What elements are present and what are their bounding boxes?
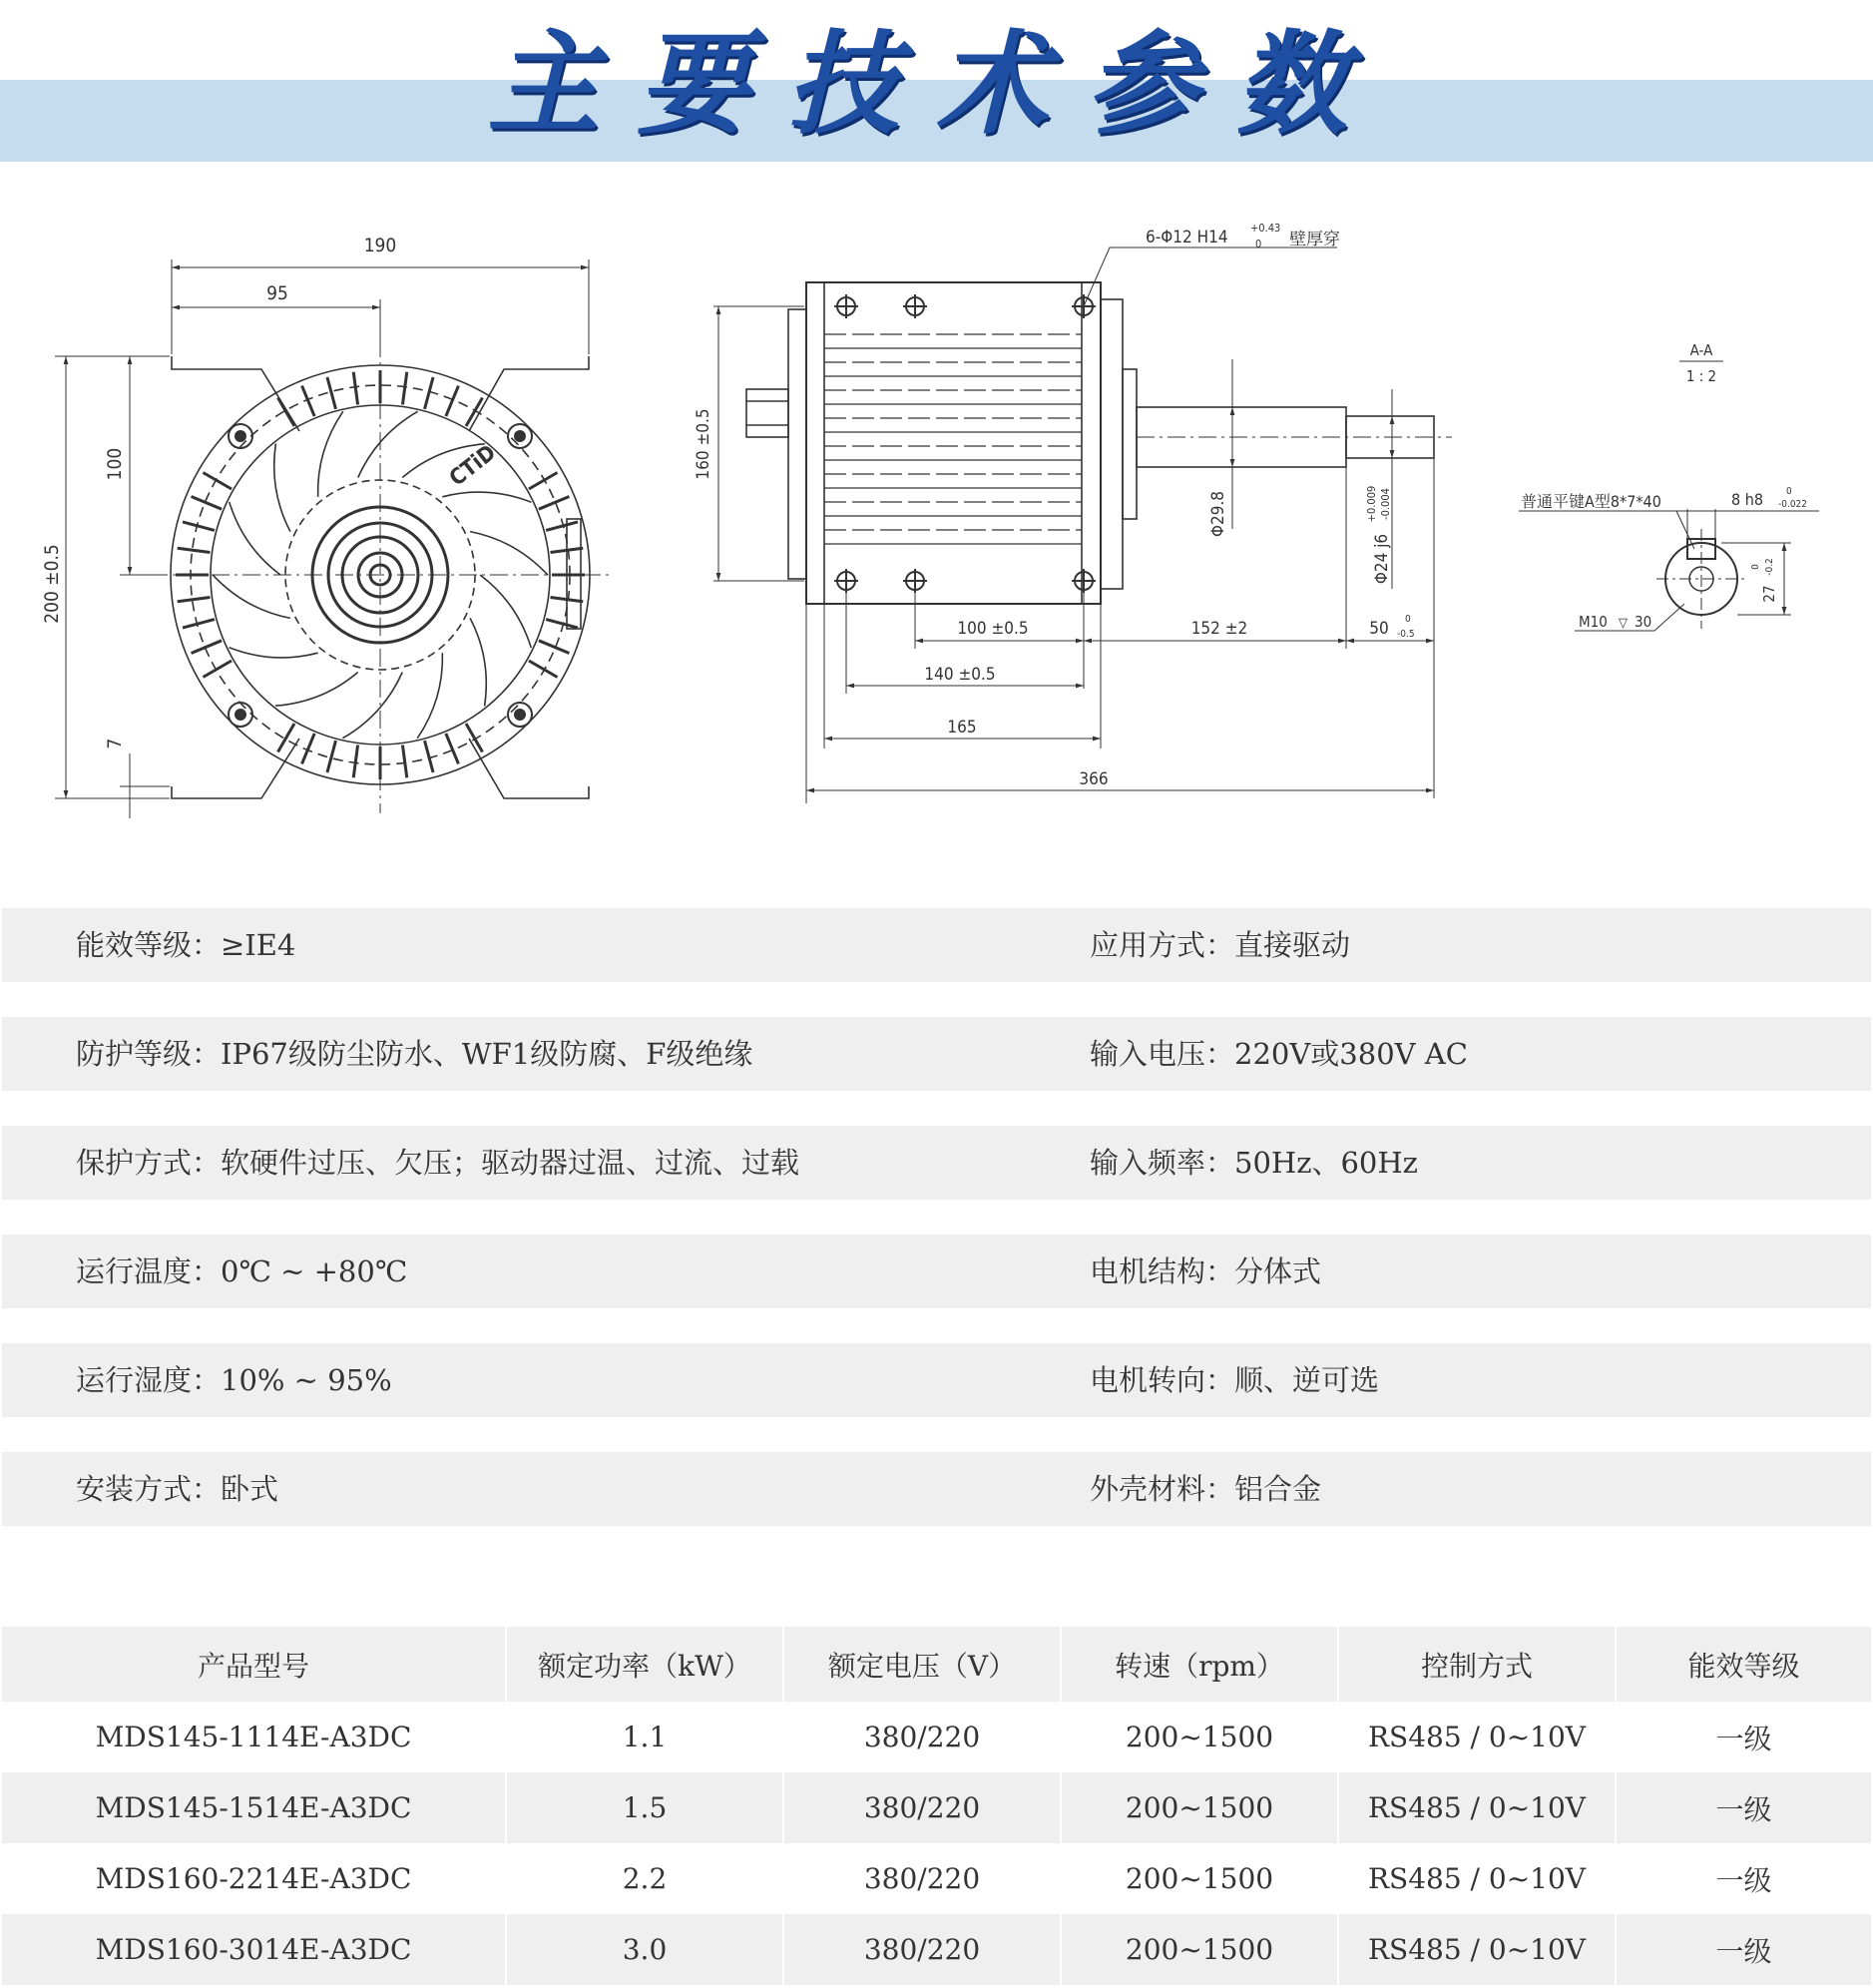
fan-blade — [275, 672, 358, 706]
cooling-fin — [529, 661, 558, 678]
col-voltage: 额定电压（V） — [783, 1627, 1061, 1702]
dim-half-width: 95 — [266, 282, 288, 304]
fan-blade — [213, 575, 290, 619]
cooling-fin — [178, 548, 211, 552]
cell-speed: 200~1500 — [1061, 1772, 1338, 1843]
cell-voltage: 380/220 — [783, 1843, 1061, 1914]
cell-power: 1.1 — [506, 1702, 783, 1772]
cell-efficiency: 一级 — [1715, 1934, 1772, 1968]
spec-structure: 电机结构：分体式 — [1090, 1254, 1322, 1288]
dim-shaft-end-lower: -0.5 — [1397, 629, 1415, 640]
table-row — [2, 1914, 1871, 1985]
cell-model: MDS160-3014E-A3DC — [2, 1914, 506, 1985]
cooling-fin — [203, 473, 232, 490]
cell-power: 1.5 — [506, 1772, 783, 1843]
cell-speed: 200~1500 — [1061, 1702, 1338, 1772]
cooling-fin — [203, 661, 232, 678]
col-speed: 转速（rpm） — [1061, 1627, 1338, 1702]
dim-shaft: Φ24 j6 — [1372, 533, 1392, 585]
spec-row — [2, 1452, 1871, 1526]
cell-efficiency: 一级 — [1715, 1792, 1772, 1826]
dim-body-height: 160 ±0.5 — [694, 408, 713, 480]
section-view-labels — [1521, 341, 1807, 631]
spec-input-voltage: 输入电压：220V或380V AC — [1090, 1037, 1468, 1071]
col-model: 产品型号 — [2, 1627, 506, 1702]
dim-shaft-tol-lower: -0.004 — [1379, 488, 1392, 520]
cooling-fin — [529, 473, 558, 490]
fan-blade — [230, 502, 280, 575]
key-width-lower: -0.022 — [1778, 499, 1807, 510]
spec-row — [2, 1235, 1871, 1308]
col-efficiency: 能效等级 — [1687, 1649, 1800, 1683]
spec-housing-material: 外壳材料：铝合金 — [1090, 1472, 1322, 1506]
dim-shaft-length: 152 ±2 — [1190, 619, 1248, 639]
spec-installation: 安装方式：卧式 — [76, 1472, 279, 1506]
key-width-upper: 0 — [1786, 486, 1792, 497]
fan-blade — [470, 532, 548, 576]
cooling-fin — [178, 597, 211, 601]
cooling-fin — [446, 386, 459, 416]
dim-shaft-end: 50 — [1369, 619, 1389, 639]
cooling-fin — [539, 497, 569, 510]
technical-drawing — [0, 210, 1873, 828]
cooling-fin — [278, 397, 295, 426]
cell-voltage: 380/220 — [783, 1702, 1061, 1772]
spec-row — [2, 1343, 1871, 1417]
cooling-fin — [446, 734, 459, 763]
cell-power: 2.2 — [506, 1843, 783, 1914]
cell-speed: 200~1500 — [1061, 1843, 1338, 1914]
spec-row — [2, 1017, 1871, 1091]
depth-upper: 0 — [1750, 564, 1761, 570]
key-note: 普通平键A型8*7*40 — [1521, 492, 1661, 511]
dim-shoulder: Φ29.8 — [1208, 490, 1228, 538]
cooling-fin — [353, 746, 357, 778]
table-row — [2, 1702, 1871, 1772]
col-control: 控制方式 — [1338, 1627, 1616, 1702]
spec-rotation: 电机转向：顺、逆可选 — [1090, 1363, 1380, 1397]
cooling-fin — [327, 377, 336, 409]
cooling-fin — [402, 372, 406, 405]
cell-power: 3.0 — [506, 1914, 783, 1985]
fan-blade — [417, 653, 442, 739]
cooling-fin — [278, 724, 295, 752]
table-row — [2, 1772, 1871, 1843]
cell-efficiency: 一级 — [1715, 1722, 1772, 1755]
table-row — [2, 1843, 1871, 1914]
fan-blade — [480, 575, 531, 648]
cell-model: MDS145-1514E-A3DC — [2, 1772, 506, 1843]
thread: M10 — [1579, 613, 1608, 631]
fan-blade — [230, 648, 318, 658]
front-view-labels — [41, 235, 501, 748]
fan-blade — [274, 444, 290, 532]
col-power: 额定功率（kW） — [506, 1627, 783, 1702]
spec-input-frequency: 输入频率：50Hz、60Hz — [1090, 1146, 1418, 1180]
cell-model: MDS160-2214E-A3DC — [2, 1843, 506, 1914]
dim-shaft-tol-upper: +0.009 — [1365, 485, 1378, 523]
page-title: 主要技术参数 — [487, 19, 1386, 150]
hole-tol-upper: +0.43 — [1250, 222, 1281, 235]
cooling-fin — [353, 372, 357, 405]
fan-blade — [470, 618, 486, 706]
cooling-fin — [402, 746, 406, 778]
spec-temperature: 运行温度：0℃ ~ +80℃ — [76, 1254, 408, 1288]
spec-humidity: 运行湿度：10% ~ 95% — [76, 1363, 392, 1397]
spec-energy-class: 能效等级：≥IE4 — [76, 928, 296, 962]
hole-note: 6-Φ12 H14 — [1146, 228, 1228, 248]
spec-protection-class: 防护等级：IP67级防尘防水、WF1级防腐、F级绝缘 — [76, 1037, 753, 1071]
hole-tol-lower: 0 — [1255, 238, 1262, 250]
thread-depth-symbol: ▽ — [1619, 616, 1628, 631]
cell-model: MDS145-1114E-A3DC — [2, 1702, 506, 1772]
front-view — [55, 259, 611, 818]
dim-center-height: 100 — [104, 447, 126, 481]
dim-height: 200 ±0.5 — [41, 544, 63, 624]
cell-control: RS485 / 0~10V — [1338, 1772, 1616, 1843]
spec-row — [2, 1126, 1871, 1200]
product-table — [2, 1627, 1871, 1985]
cell-speed: 200~1500 — [1061, 1914, 1338, 1985]
brand-logo: CTiD — [445, 440, 501, 492]
hole-suffix: 壁厚穿 — [1289, 230, 1340, 249]
spec-row — [2, 908, 1871, 982]
cell-voltage: 380/220 — [783, 1772, 1061, 1843]
fan-blade — [442, 492, 531, 502]
key-width: 8 h8 — [1731, 490, 1764, 509]
cooling-fin — [327, 741, 336, 772]
dim-shaft-end-upper: 0 — [1405, 614, 1411, 625]
dim-hole-spacing: 100 ±0.5 — [957, 619, 1029, 639]
fan-blade — [318, 411, 343, 497]
dim-width: 190 — [363, 235, 397, 256]
dim-total-length: 366 — [1079, 769, 1109, 789]
cell-control: RS485 / 0~10V — [1338, 1914, 1616, 1985]
section-label: A-A — [1689, 341, 1713, 359]
depth-lower: -0.2 — [1764, 558, 1775, 576]
dim-foot: 7 — [104, 738, 126, 749]
spec-protection-mode: 保护方式：软硬件过压、欠压；驱动器过温、过流、过载 — [76, 1146, 800, 1180]
cell-efficiency: 一级 — [1715, 1863, 1772, 1897]
drawing-svg — [0, 210, 1873, 828]
cooling-fin — [539, 641, 569, 654]
depth: 27 — [1760, 585, 1778, 603]
dim-body-length: 165 — [947, 718, 977, 738]
spec-application: 应用方式：直接驱动 — [1090, 928, 1351, 962]
fan-blade — [342, 672, 402, 738]
cell-voltage: 380/220 — [783, 1914, 1061, 1985]
cell-control: RS485 / 0~10V — [1338, 1702, 1616, 1772]
side-view — [713, 248, 1452, 803]
thread-depth: 30 — [1635, 613, 1652, 631]
cell-control: RS485 / 0~10V — [1338, 1843, 1616, 1914]
dim-foot-spacing: 140 ±0.5 — [924, 665, 996, 685]
table-header-row — [2, 1627, 1871, 1702]
section-scale: 1 : 2 — [1685, 367, 1717, 385]
fan-blade — [358, 411, 418, 477]
